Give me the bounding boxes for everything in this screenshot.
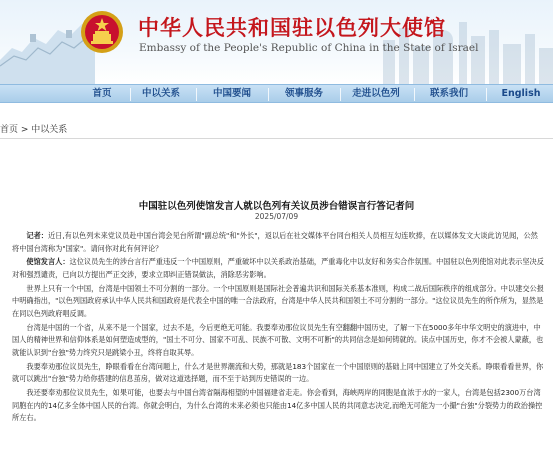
nav-item-china-news[interactable]: 中国要闻	[212, 88, 251, 99]
breadcrumb-home-link[interactable]: 首页	[0, 125, 19, 135]
paragraph-text: 台湾是中国的一个省，从来不是一个国家，过去不是，今后更绝无可能。我要奉劝那位议员先生有空翻翻中国历史，了解一下在5000多年中华文明史的演进中，中国人的精神世界和信仰体系是如何塑造成型的，"国土不可分、国家不可乱、民族不可散、文明不可断"的共同信念是如何铸就的。读点中国历史，你才不会被人蒙蔽，也就能认识到"台独"势力终究只是跳梁小丑，终将自取其辱。	[12, 322, 544, 357]
paragraph-text: 世界上只有一个中国，台湾是中国领土不可分割的一部分。一个中国原则是国际社会普遍共识和国际关系基本准则，构成二战后国际秩序的组成部分。中以建交公报中明确指出，"以色列国政府承认中华人民共和国政府是代表全中国的唯一合法政府，台湾是中华人民共和国领土不可分割的一部分。"这位议员先生的所作所为，显然是在同以色列政府唱反调。	[12, 283, 544, 318]
nav-separator	[414, 88, 415, 101]
article-paragraph	[12, 283, 544, 321]
nav-separator	[486, 88, 487, 101]
nav-item-china-israel-relations[interactable]: 中以关系	[141, 88, 180, 99]
national-emblem-icon	[80, 10, 124, 54]
nav-separator	[268, 88, 269, 101]
nav-separator	[340, 88, 341, 101]
article-paragraph	[12, 256, 544, 281]
article-paragraph	[12, 361, 544, 386]
article-paragraph	[12, 322, 544, 360]
breadcrumb-separator: >	[18, 125, 32, 135]
nav-item-contact-us[interactable]: 联系我们	[429, 88, 468, 99]
main-nav	[0, 84, 553, 103]
article-paragraph	[12, 387, 544, 425]
paragraph-speaker: 使馆发言人：	[26, 257, 70, 267]
article-body	[12, 230, 544, 426]
site-title: 中华人民共和国驻以色列大使馆	[138, 15, 446, 40]
breadcrumb	[0, 122, 67, 135]
nav-separator	[130, 88, 131, 101]
breadcrumb-current-link[interactable]: 中以关系	[31, 125, 68, 135]
site-subtitle: Embassy of the People's Republic of China in the State of Israel	[139, 42, 479, 54]
nav-item-english[interactable]: English	[501, 88, 541, 99]
paragraph-text: 我还要奉劝那位议员先生，如果可能，也要去与中国台湾省隔海相望的中国福建省走走。你会看到，海峡两岸的同胞是血浓于水的一家人，台湾是包括2300万台湾同胞在内的14亿多全体中国人民的台湾。你就会明白，为什么台湾的未来必须也只能由14亿多中国人民的共同意志决定,而绝无可能为一小撮"台独"分裂势力的政治操控所左右。	[12, 388, 543, 423]
nav-item-consular-services[interactable]: 领事服务	[284, 88, 323, 99]
paragraph-speaker: 记者：	[26, 231, 48, 240]
nav-item-explore-israel[interactable]: 走进以色列	[352, 88, 400, 99]
site-header	[0, 0, 553, 84]
nav-separator	[196, 88, 197, 101]
article-title: 中国驻以色列使馆发言人就以色列有关议员涉台错误言行答记者问	[138, 201, 415, 212]
paragraph-text: 我要奉劝那位议员先生，睁眼看看在台湾问题上，什么才是世界潮流和大势，那就是183个国家在一个中国原则的基础上同中国建立了外交关系。睁眼看看世界，你就可以跳出"台独"势力给你搭建的信息茧房，做对这道选择题，而不至于站到历史错误的一边。	[12, 361, 544, 384]
article-date: 2025/07/09	[254, 212, 299, 221]
nav-item-home[interactable]: 首页	[92, 88, 112, 99]
paragraph-text: 这位议员先生的涉台言行严重违反一个中国原则，严重破坏中以关系政治基础，严重毒化中以友好和务实合作氛围。中国驻以色列使馆对此表示坚决反对和强烈谴责，已向以方提出严正交涉，要求立即纠正错误做法，消除恶劣影响。	[12, 257, 544, 279]
breadcrumb-divider	[0, 138, 553, 139]
article-paragraph	[12, 230, 544, 255]
paragraph-text: 近日,有以色列未来党议员赴中国台湾会见台所谓"副总统"和"外长"，返以后在社交媒体平台同台相关人员相互勾连吹捧，在以媒体发文大谈此访见闻，公然将中国台湾称为"国家"。请问你对此有何评论？	[12, 231, 538, 253]
